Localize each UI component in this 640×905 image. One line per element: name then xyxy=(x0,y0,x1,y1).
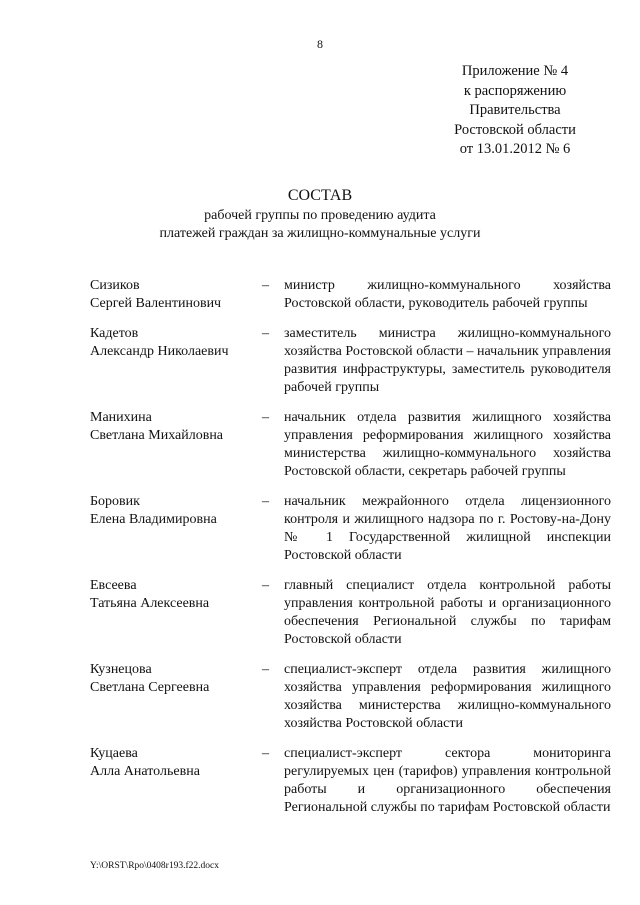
member-surname: Сизиков xyxy=(90,278,140,293)
member-entry xyxy=(90,661,612,733)
document-subtitle-line: платежей граждан за жилищно-коммунальные услуги xyxy=(159,226,481,241)
member-name xyxy=(90,577,260,649)
member-entry xyxy=(90,577,612,649)
members-list xyxy=(90,277,612,829)
member-role: заместитель министра жилищно-коммунального хозяйства Ростовской области – начальник управления развития инфраструктуры, заместитель руководителя рабочей группы xyxy=(284,326,611,395)
member-dash: – xyxy=(262,278,269,293)
appendix-reference xyxy=(440,62,590,160)
member-name xyxy=(90,493,260,565)
member-dash: – xyxy=(262,326,269,341)
member-role: главный специалист отдела контрольной работы управления контрольной работы и организационного обеспечения Региональной службы по тарифам Ростовской области xyxy=(284,578,611,647)
member-role: начальник межрайонного отдела лицензионного контроля и жилищного надзора по г. Ростову-на-Дону № 1 Государственной жилищной инспекции Ростовской области xyxy=(284,494,611,563)
member-role: министр жилищно-коммунального хозяйства Ростовской области, руководитель рабочей группы xyxy=(284,278,611,311)
document-subtitle-line: рабочей группы по проведению аудита xyxy=(204,208,436,223)
member-surname: Кадетов xyxy=(90,326,139,341)
member-surname: Куцаева xyxy=(90,746,138,761)
member-surname: Кузнецова xyxy=(90,662,152,677)
member-dash: – xyxy=(262,410,269,425)
member-entry xyxy=(90,493,612,565)
member-surname: Евсеева xyxy=(90,578,137,593)
member-dash: – xyxy=(262,746,269,761)
member-role: специалист-эксперт сектора мониторинга регулируемых цен (тарифов) управления контрольной работы и организационного обеспечения Региональной службы по тарифам Ростовской области xyxy=(284,746,611,815)
member-given-names: Елена Владимировна xyxy=(90,512,217,527)
member-name xyxy=(90,409,260,481)
member-entry xyxy=(90,325,612,397)
member-surname: Манихина xyxy=(90,410,152,425)
appendix-line: от 13.01.2012 № 6 xyxy=(459,141,571,157)
member-role: начальник отдела развития жилищного хозяйства управления реформирования жилищного хозяйства министерства жилищно-коммунального хозяйства Ростовской области, секретарь рабочей группы xyxy=(284,410,611,479)
file-path-footer: Y:\ORST\Rpo\0408r193.f22.docx xyxy=(90,861,219,871)
member-role: специалист-эксперт отдела развития жилищного хозяйства управления реформирования жилищного хозяйства министерства жилищно-коммунального хозяйства Ростовской области xyxy=(284,662,611,731)
appendix-line: Правительства xyxy=(469,102,561,118)
member-given-names: Светлана Михайловна xyxy=(90,428,224,443)
member-name xyxy=(90,745,260,817)
document-title: СОСТАВ xyxy=(287,187,353,204)
member-entry xyxy=(90,277,612,313)
member-given-names: Александр Николаевич xyxy=(90,344,229,359)
member-given-names: Татьяна Алексеевна xyxy=(90,596,210,611)
appendix-line: к распоряжению xyxy=(463,82,567,99)
member-dash: – xyxy=(262,494,269,509)
member-dash: – xyxy=(262,662,269,677)
member-name xyxy=(90,661,260,733)
document-heading xyxy=(0,185,640,243)
member-given-names: Сергей Валентинович xyxy=(90,296,222,311)
member-entry xyxy=(90,409,612,481)
appendix-line: Приложение № 4 xyxy=(461,63,569,79)
page-number: 8 xyxy=(317,37,323,51)
member-name xyxy=(90,325,260,397)
member-given-names: Алла Анатольевна xyxy=(90,764,200,779)
member-dash: – xyxy=(262,578,269,593)
member-given-names: Светлана Сергеевна xyxy=(90,680,210,695)
member-name xyxy=(90,277,260,313)
member-surname: Боровик xyxy=(90,494,140,509)
appendix-line: Ростовской области xyxy=(454,121,576,138)
member-entry xyxy=(90,745,612,817)
